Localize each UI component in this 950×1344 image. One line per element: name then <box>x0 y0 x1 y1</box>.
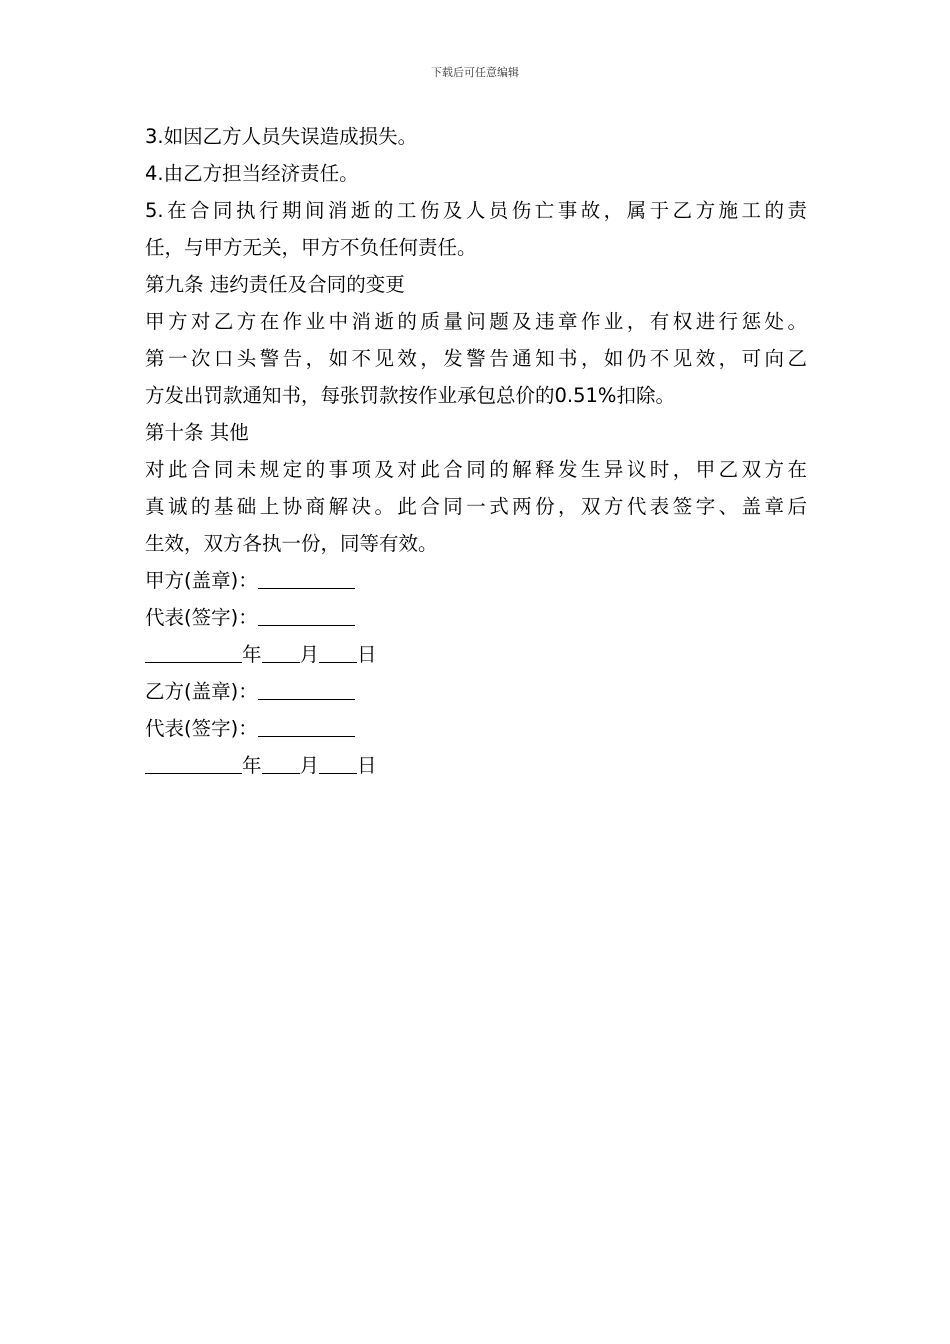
clause-3: 3.如因乙方人员失误造成损失。 <box>145 125 418 148</box>
party-a-month-blank[interactable] <box>262 640 300 663</box>
party-b-rep-line <box>145 710 807 747</box>
article-9-para-line-2: 第一次口头警告，如不见效，发警告通知书，如仍不见效，可向乙 <box>145 347 807 370</box>
party-b-year-blank[interactable] <box>145 751 242 774</box>
party-a-year-blank[interactable] <box>145 640 242 663</box>
page-header: 下载后可任意编辑 <box>431 66 519 79</box>
party-a-seal-line <box>145 562 807 599</box>
contract-body <box>145 118 807 784</box>
party-b-rep-blank[interactable] <box>258 714 355 737</box>
clause-5-line-1: 5.在合同执行期间消逝的工伤及人员伤亡事故，属于乙方施工的责 <box>145 199 807 222</box>
party-b-day-blank[interactable] <box>319 751 357 774</box>
party-a-rep-line <box>145 599 807 636</box>
party-a-rep-label: 代表(签字)： <box>145 606 258 629</box>
article-10-para-line-1: 对此合同未规定的事项及对此合同的解释发生异议时，甲乙双方在 <box>145 458 807 481</box>
year-label: 年 <box>242 643 262 666</box>
article-9-para-line-1: 甲方对乙方在作业中消逝的质量问题及违章作业，有权进行惩处。 <box>145 310 807 333</box>
party-b-seal-line <box>145 673 807 710</box>
day-label: 日 <box>357 754 377 777</box>
party-a-date-line <box>145 636 807 673</box>
clause-5-line-2: 任，与甲方无关，甲方不负任何责任。 <box>145 236 477 259</box>
article-10-para-line-2: 真诚的基础上协商解决。此合同一式两份，双方代表签字、盖章后 <box>145 495 807 518</box>
article-9-para-line-3: 方发出罚款通知书，每张罚款按作业承包总价的0.51%扣除。 <box>145 384 675 407</box>
party-a-rep-blank[interactable] <box>258 603 355 626</box>
article-10-para-line-3: 生效，双方各执一份，同等有效。 <box>145 532 438 555</box>
article-9-heading: 第九条 违约责任及合同的变更 <box>145 273 405 296</box>
article-10-heading: 第十条 其他 <box>145 421 249 444</box>
party-a-seal-label: 甲方(盖章)： <box>145 569 258 592</box>
month-label: 月 <box>299 643 320 666</box>
clause-4: 4.由乙方担当经济责任。 <box>145 162 359 185</box>
party-a-seal-blank[interactable] <box>258 566 355 589</box>
day-label: 日 <box>357 643 377 666</box>
party-b-seal-blank[interactable] <box>258 677 355 700</box>
party-b-rep-label: 代表(签字)： <box>145 717 258 740</box>
month-label: 月 <box>299 754 320 777</box>
party-a-day-blank[interactable] <box>319 640 357 663</box>
party-b-month-blank[interactable] <box>262 751 300 774</box>
year-label: 年 <box>242 754 262 777</box>
party-b-seal-label: 乙方(盖章)： <box>145 680 258 703</box>
party-b-date-line <box>145 747 807 784</box>
